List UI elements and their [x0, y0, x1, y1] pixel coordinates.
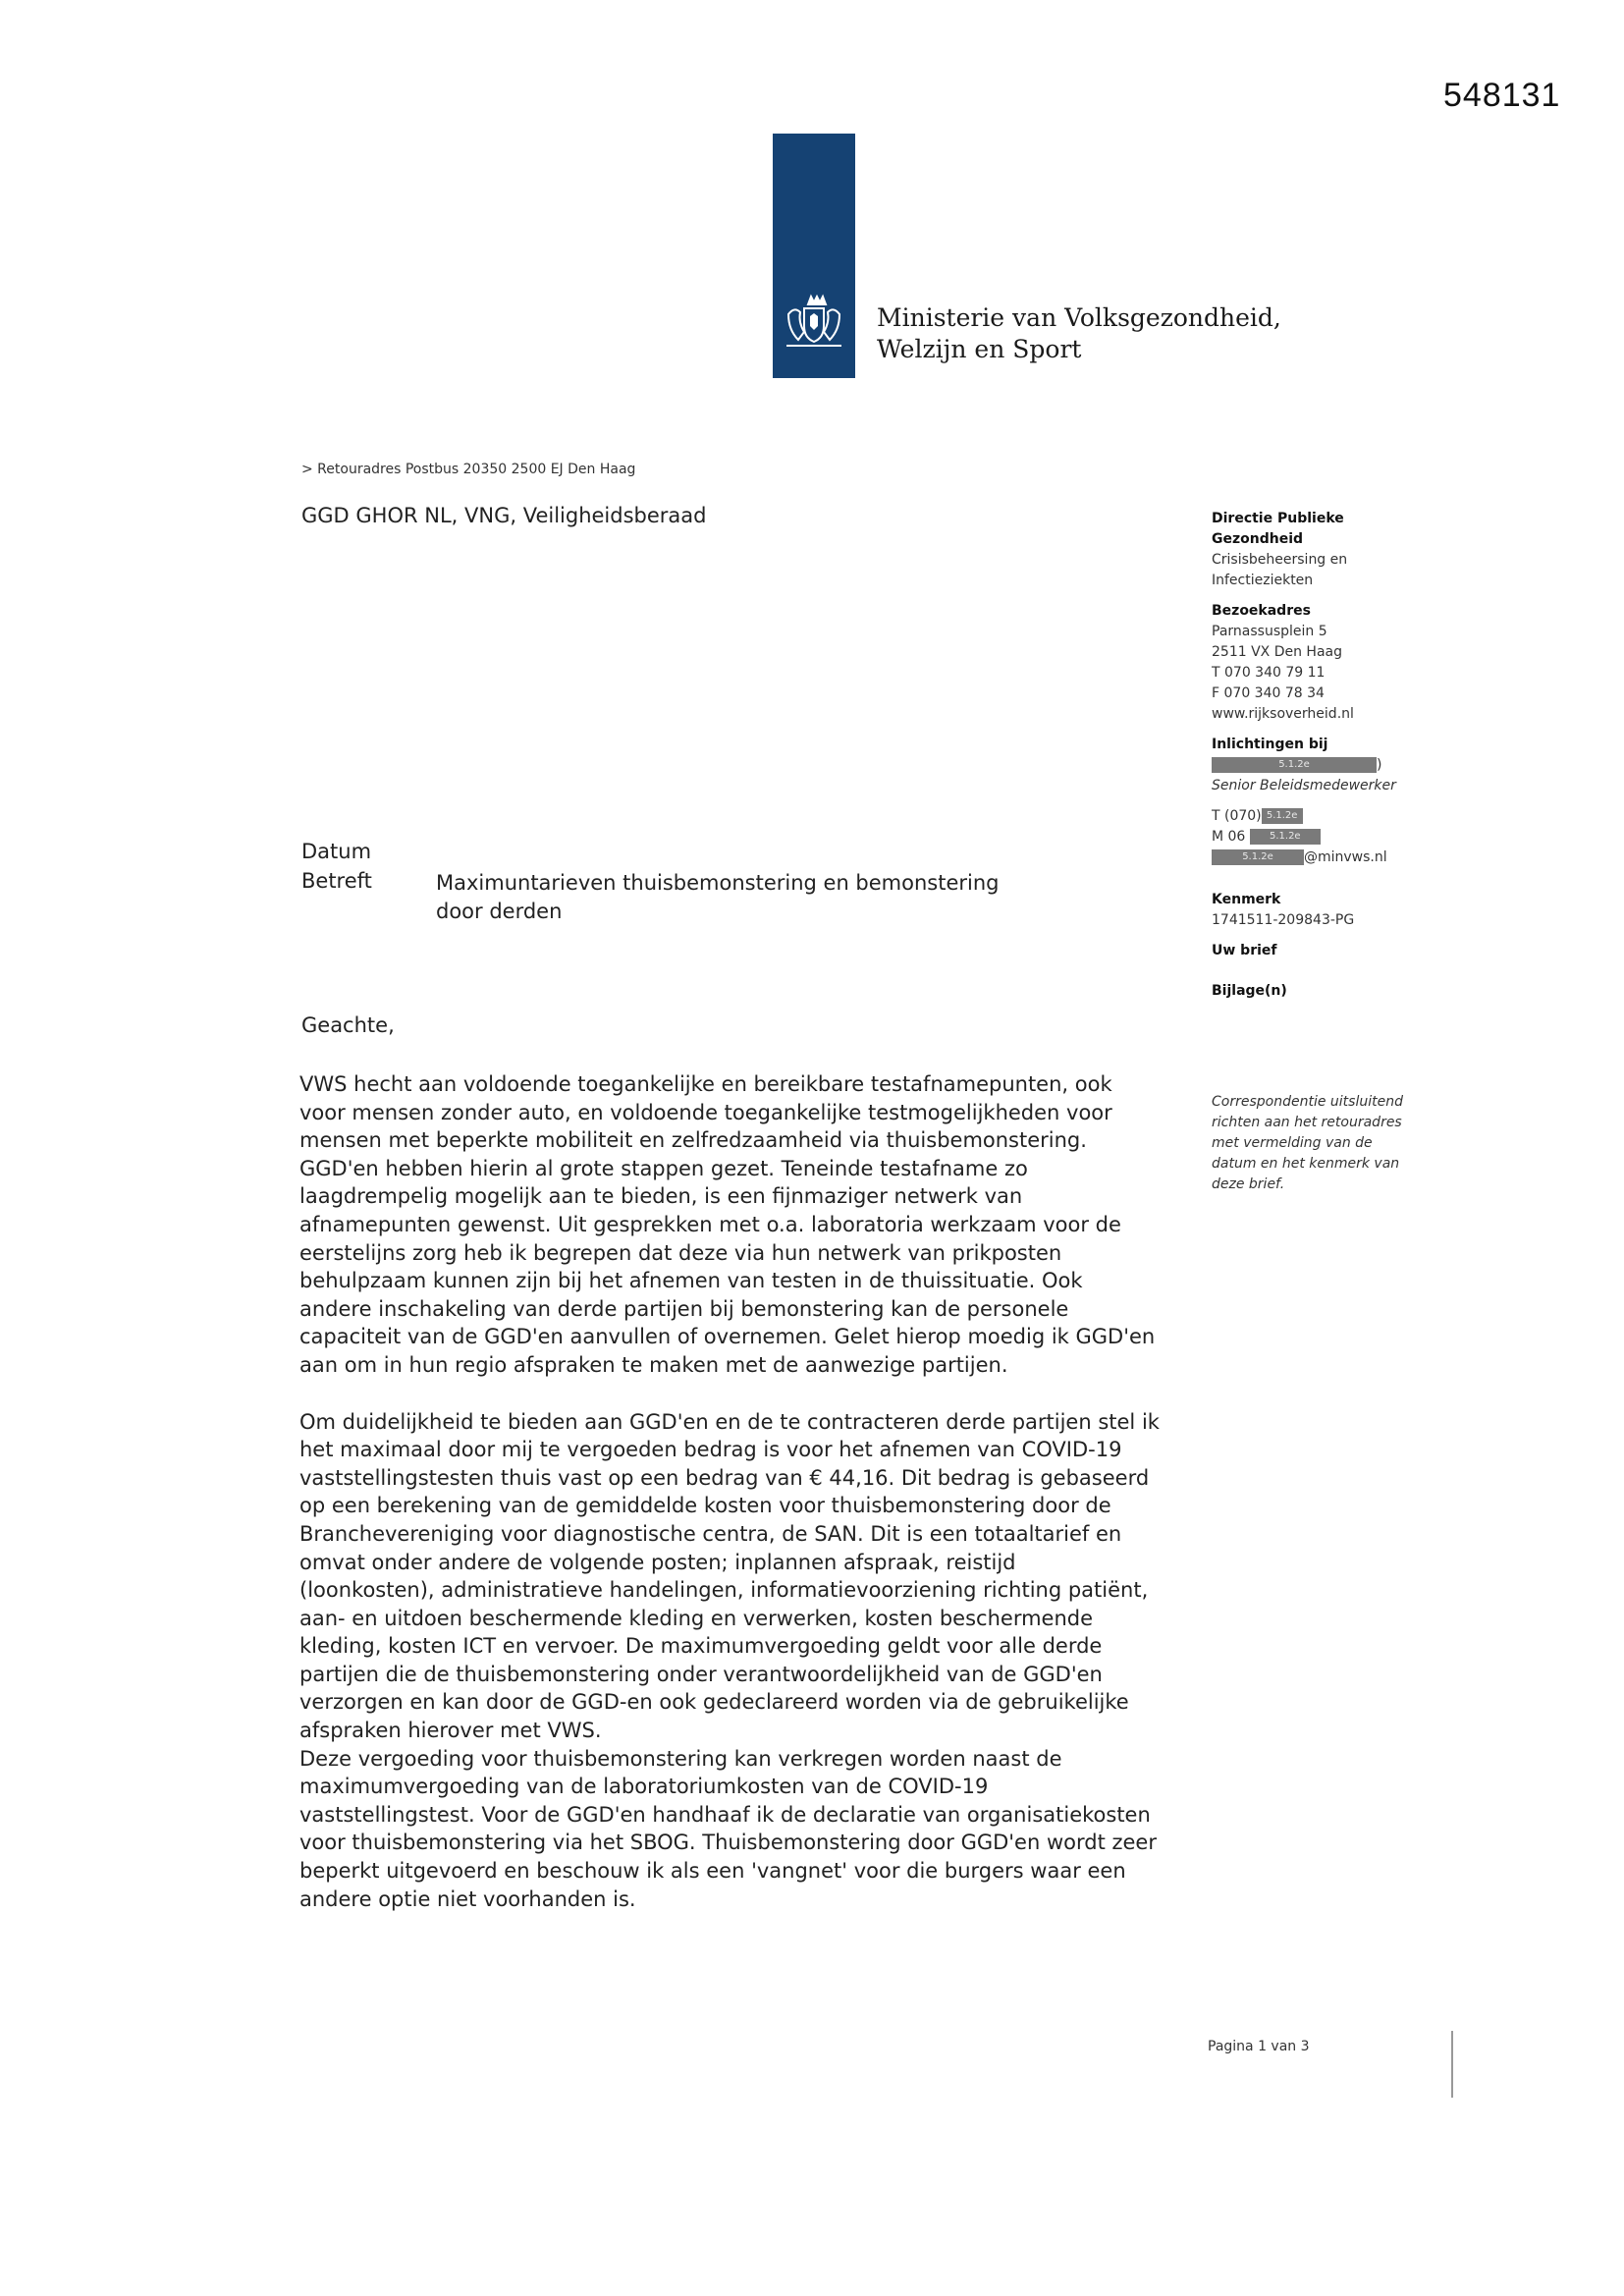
fax-number: F 070 340 78 34	[1212, 685, 1325, 701]
ministry-name-line-1: Ministerie van Volksgezondheid,	[877, 303, 1281, 332]
date-label: Datum	[301, 840, 372, 863]
unit-line-2: Infectieziekten	[1212, 573, 1314, 588]
ministry-name-line-2: Welzijn en Sport	[877, 335, 1082, 363]
subject-label: Betreft	[301, 869, 372, 893]
body-line: het maximaal door mij te vergoeden bedrag is voor het afnemen van COVID-19	[299, 1438, 1122, 1462]
body-line: aan- en uitdoen beschermende kleding en verwerken, kosten beschermende	[299, 1606, 1094, 1630]
information-label: Inlichtingen bij	[1212, 737, 1328, 752]
attachments-label: Bijlage(n)	[1212, 983, 1287, 999]
contact-name-redacted	[1212, 755, 1437, 776]
body-line: laagdrempelig mogelijk aan te bieden, is een fijnmaziger netwerk van	[299, 1184, 1023, 1209]
body-line: eerstelijns zorg heb ik begrepen dat deze via hun netwerk van prikposten	[299, 1240, 1062, 1265]
postal-code-city: 2511 VX Den Haag	[1212, 644, 1342, 660]
body-line: Deze vergoeding voor thuisbemonstering kan verkregen worden naast de	[299, 1746, 1062, 1771]
body-line: afnamepunten gewenst. Uit gesprekken met o.a. laboratoria werkzaam voor de	[299, 1212, 1121, 1236]
contact-phone-redacted	[1212, 806, 1437, 827]
body-line: maximumvergoeding van de laboratoriumkosten van de COVID-19	[299, 1775, 989, 1799]
body-paragraph-2	[299, 1408, 1188, 1745]
ministry-name	[877, 302, 1281, 365]
body-line: andere inschakeling van derde partijen bij bemonstering kan de personele	[299, 1296, 1069, 1321]
street-address: Parnassusplein 5	[1212, 624, 1327, 639]
subject-line-2: door derden	[436, 900, 563, 923]
body-line: behulpzaam kunnen zijn bij het afnemen van testen in de thuissituatie. Ook	[299, 1269, 1083, 1293]
body-line: Om duidelijkheid te bieden aan GGD'en en de te contracteren derde partijen stel ik	[299, 1409, 1160, 1434]
correspondence-note-line: met vermelding van de	[1212, 1135, 1373, 1151]
correspondence-note-line: richten aan het retouradres	[1212, 1115, 1402, 1130]
body-line: omvat onder andere de volgende posten; inplannen afspraak, reistijd	[299, 1550, 1016, 1574]
body-line: andere optie niet voorhanden is.	[299, 1886, 636, 1911]
body-line: vaststellingstest. Voor de GGD'en handhaaf ik de declaratie van organisatiekosten	[299, 1802, 1151, 1827]
body-line: afspraken hierover met VWS.	[299, 1719, 602, 1743]
contact-email-suffix: @minvws.nl	[1304, 849, 1387, 865]
salutation: Geachte,	[301, 1013, 395, 1037]
contact-mobile-redacted	[1212, 827, 1437, 847]
your-letter-label: Uw brief	[1212, 943, 1277, 958]
page-number: Pagina 1 van 3	[1208, 2039, 1310, 2054]
body-line: beperkt uitgevoerd en beschouw ik als een 'vangnet' voor die burgers waar een	[299, 1859, 1126, 1884]
body-paragraph-3	[299, 1745, 1188, 1914]
subject	[436, 869, 1035, 926]
website-link[interactable]: www.rijksoverheid.nl	[1212, 706, 1354, 722]
redaction-block: 5.1.2e	[1212, 849, 1304, 865]
body-line: vaststellingstesten thuis vast op een bedrag van € 44,16. Dit bedrag is gebaseerd	[299, 1465, 1150, 1490]
body-line: op een berekening van de gemiddelde kosten voor thuisbemonstering door de	[299, 1494, 1111, 1518]
body-line: verzorgen en kan door de GGD-en ook gedeclareerd worden via de gebruikelijke	[299, 1690, 1129, 1715]
department-line-2: Gezondheid	[1212, 531, 1304, 547]
body-paragraph-1	[299, 1070, 1188, 1380]
reference-number: 1741511-209843-PG	[1212, 912, 1355, 928]
correspondence-note-line: datum en het kenmerk van	[1212, 1156, 1400, 1172]
body-line: mensen met beperkte mobiliteit en zelfredzaamheid via thuisbemonstering.	[299, 1128, 1087, 1153]
body-line: capaciteit van de GGD'en aanvullen of overnemen. Gelet hierop moedig ik GGD'en	[299, 1325, 1156, 1349]
body-line: voor mensen zonder auto, en voldoende toegankelijke testmogelijkheden voor	[299, 1100, 1112, 1124]
redaction-suffix: )	[1377, 757, 1382, 773]
sender-sidebar	[1212, 509, 1437, 1002]
body-line: (loonkosten), administratieve handelingen, informatievoorziening richting patiënt,	[299, 1578, 1149, 1603]
correspondence-note-line: Correspondentie uitsluitend	[1212, 1094, 1403, 1110]
body-line: kleding, kosten ICT en vervoer. De maximumvergoeding geldt voor alle derde	[299, 1634, 1103, 1659]
department-line-1: Directie Publieke	[1212, 511, 1344, 526]
redaction-block: 5.1.2e	[1212, 757, 1377, 773]
royal-coat-of-arms-icon	[775, 287, 853, 357]
body-line: VWS hecht aan voldoende toegankelijke en bereikbare testafnamepunten, ook	[299, 1072, 1112, 1096]
correspondence-note-line: deze brief.	[1212, 1176, 1285, 1192]
body-line: aan om in hun regio afspraken te maken met de aanwezige partijen.	[299, 1352, 1008, 1377]
unit-line-1: Crisisbeheersing en	[1212, 552, 1348, 568]
scan-edge-line	[1451, 2031, 1453, 2098]
body-line: GGD'en hebben hierin al grote stappen gezet. Teneinde testafname zo	[299, 1156, 1028, 1180]
contact-role: Senior Beleidsmedewerker	[1212, 778, 1396, 793]
contact-phone-prefix: T (070)	[1212, 808, 1262, 824]
redaction-block: 5.1.2e	[1250, 829, 1321, 845]
recipient: GGD GHOR NL, VNG, Veiligheidsberaad	[301, 504, 707, 527]
visit-address-label: Bezoekadres	[1212, 603, 1311, 619]
document-number: 548131	[1443, 77, 1561, 114]
reference-label: Kenmerk	[1212, 892, 1281, 907]
phone-number: T 070 340 79 11	[1212, 665, 1326, 681]
redaction-block: 5.1.2e	[1262, 808, 1303, 824]
contact-mobile-prefix: M 06	[1212, 829, 1246, 845]
return-address: > Retouradres Postbus 20350 2500 EJ Den Haag	[301, 462, 636, 477]
body-line: partijen die de thuisbemonstering onder verantwoordelijkheid van de GGD'en	[299, 1662, 1103, 1686]
correspondence-note	[1212, 1092, 1428, 1195]
letter-body	[299, 1070, 1188, 1913]
body-line: Branchevereniging voor diagnostische centra, de SAN. Dit is een totaaltarief en	[299, 1521, 1122, 1546]
contact-email-redacted	[1212, 847, 1437, 868]
body-line: voor thuisbemonstering via het SBOG. Thuisbemonstering door GGD'en wordt zeer	[299, 1831, 1157, 1855]
subject-line-1: Maximuntarieven thuisbemonstering en bemonstering	[436, 871, 1000, 895]
